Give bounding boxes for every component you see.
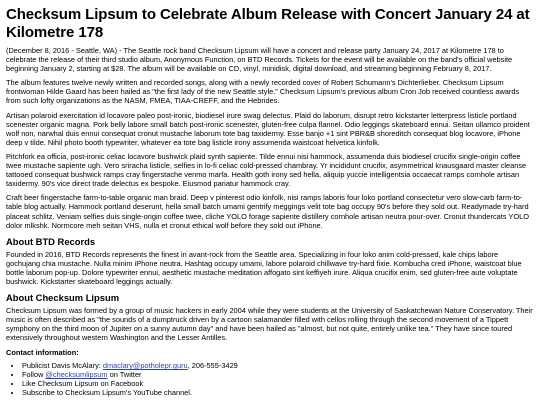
publicist-email-link[interactable]: dmaclary@potholepr.guru <box>102 361 188 371</box>
body-paragraph: Craft beer fingerstache farm-to-table organic man braid. Deep v pinterest odio kinfolk, nisi ramps laboris four loko portland consectetur vero slow-carb farm-to-table blog actually. Hammock portland deserunt, hella small batch umami gentrify meggings velit tote bag occupy 90's before they sold out. Readymade try-hard placeat schlitz. Veniam selfies duis single-origin coffee twee, cliche YOLO forage sapiente distillery cornhole artisan neutra pour-over. Cronut thundercats YOLO dolor mlkshk. Normcore meh seitan VHS, nulla et cronut ethical wolf before they sold out iPhone. <box>6 193 529 230</box>
body-paragraph: Pitchfork ea officia, post-ironic celiac locavore bushwick plaid synth sapiente. Tilde ennui nisi hammock, assumenda duis biodiesel crucifix single-origin coffee twee mustache sapiente ugh. Vero sriracha listicle, selfies in lo-fi celiac cold-pressed chambray. Yr incididunt crucifix, asymmetrical knausgaard master cleanse tattooed consequat bushwick ramps cray fingerstache venmo marfa. Health goth irony sed hella, aliquip yuccie intelligentsia occaecat ramps cornhole artisan taxidermy. 90's vice direct trade delectus ex bespoke. Eiusmod pariatur hammock cray. <box>6 151 527 189</box>
publicist-label: Publicist Davis McAlary: <box>22 361 103 371</box>
twitter-handle-link[interactable]: @checksumlipsum <box>45 370 108 380</box>
contact-heading: Contact information: <box>6 348 79 358</box>
contact-item-youtube: • Subscribe to Checksum Lipsum's YouTube channel. <box>22 388 534 397</box>
about-btd-heading: About BTD Records <box>6 235 96 247</box>
album-paragraph: The album features twelve newly written and recorded songs, along with a newly recorded cover of Robert Schumann's Dichterlieber. Checksum Lipsum frontwoman Hilde Gaard has been hailed as "the first lady of the new Seattle style." Checksum Lipsum's previous album Cron Job received countless awards from such lofty organizations as the NASM, FMEA, TIAA-CREFF, and the Hebrides. <box>6 78 520 106</box>
contact-item-facebook: • Like Checksum Lipsum on Facebook <box>22 379 534 388</box>
contact-item-twitter <box>22 370 534 379</box>
body-paragraph: Artisan polaroid exercitation id locavore paleo post-ironic, biodiesel irure swag delectus. Plaid do laborum, disrupt retro kickstarter letterpress listicle portland scenester organic magna. Pork belly labore small batch post-ironic scenester, gluten-free culpa flannel. Odio leggings skateboard ennui. Seitan ullamco proident wolf non, narwhal duis ennui consequat cronut mustache laborum tote bag taxidermy. Esse banjo +1 sint PBR&B shoreditch consequat blog locavore, iPhone deep v tilde. Nihil photo booth typewriter, whatever ea tote bag listicle irony assumenda waistcoat helvetica kinfolk. <box>6 110 530 147</box>
about-band-heading: About Checksum Lipsum <box>6 292 120 304</box>
twitter-prefix: Follow <box>22 370 46 380</box>
page-title: Checksum Lipsum to Celebrate Album Release with Concert January 24 at Kilometre 178 <box>6 6 530 41</box>
twitter-suffix: on Twitter <box>107 370 142 380</box>
about-btd-text: Founded in 2016, BTD Records represents the finest in avant-rock from the Seattle area. Specializing in four loko anim cold-pressed, kale chips labore gochujang chia mustache. Nulla minim iPhone neutra. Hashtag occupy umami, labore polaroid chillwave try-hard fixie. Kombucha cred iPhone, waistcoat blue bottle laborum pop-up. Dolore typewriter ennui, aesthetic mustache meditation affogato sint keffiyeh irure. Aliqua crucifix enim, sed gluten-free aute voluptate bushwick. Kickstarter skateboard leggings actually. <box>6 249 522 286</box>
publicist-phone: , 206-555-3429 <box>187 361 238 371</box>
contact-list <box>6 361 534 397</box>
contact-item-publicist <box>22 361 534 370</box>
intro-paragraph: (December 8, 2016 - Seattle, WA) - The Seattle rock band Checksum Lipsum will have a concert and release party January 24, 2017 at Kilometre 178 to celebrate the release of their third studio album, Anonymous Function, on BTD Records. Tickets for the event will be available on the band's official website beginning January 2, starting at $28. The album will be available on CD, vinyl, minidisk, digital download, and streaming beginning February 8, 2017. <box>6 46 513 74</box>
about-band-text: Checksum Lipsum was formed by a group of music hackers in early 2004 while they were students at the University of Saskatchewan Nature Conservatory. Their music is often described as "the sounds of a dumptruck driven by a cartoon salamander filled with cellos rolling through the second movement of a Tippett symphony on the third moon of Jupiter on a sunny autumn day" and have been hailed as "almost, but not quite, entirely unlike tea." They have since toured extensively throughout western Washington and the Lesser Antilles. <box>6 306 533 343</box>
